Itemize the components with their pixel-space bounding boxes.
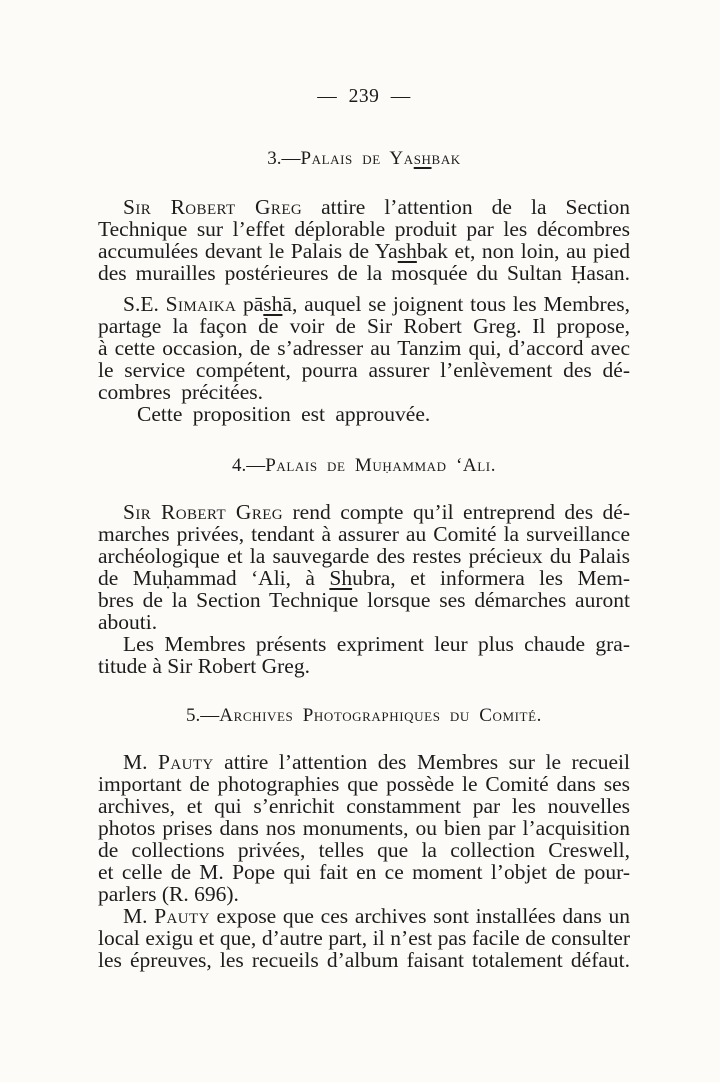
underlined-transliteration: sh: [413, 148, 432, 169]
text-run: bak et, non loin, au pied: [416, 239, 630, 263]
text-line: [98, 196, 630, 218]
text-line: [98, 218, 630, 240]
small-caps-name: Sir Robert Greg: [123, 195, 303, 219]
text-line: [98, 633, 630, 655]
text-run: pā: [236, 292, 264, 316]
text-run: Cette proposition est approuvée.: [137, 402, 431, 426]
page-number: — 239 —: [317, 86, 411, 107]
text-run: partage la façon de voir de Sir Robert Greg. Il propose,: [98, 314, 630, 338]
text-run: de collections privées, telles que la collection Creswell,: [98, 838, 630, 862]
text-run: bres de la Section Technique lorsque ses démarches auront: [98, 588, 630, 612]
text-line: [98, 883, 630, 905]
text-line: [98, 381, 630, 403]
text-line: [98, 905, 630, 927]
text-line: [98, 567, 630, 589]
section-3-heading: [98, 148, 630, 170]
text-run: combres précitées.: [98, 380, 263, 404]
small-caps-name: Pauty: [158, 750, 214, 774]
small-caps-name: Pauty: [154, 904, 210, 928]
small-caps-name: Archives Photographiques du Comité.: [219, 705, 542, 726]
text-line: [98, 315, 630, 337]
text-run: local exigu et que, d’autre part, il n’est pas facile de consulter: [98, 926, 630, 950]
text-run: titude à Sir Robert Greg.: [98, 654, 310, 678]
paragraph-sir-robert-greg-muhammad-ali: [98, 501, 630, 633]
text-line: [98, 949, 630, 971]
text-run: M.: [123, 904, 155, 928]
paragraph-pauty-recueil: [98, 751, 630, 905]
text-line: [98, 403, 630, 425]
text-run: 5.—: [186, 705, 220, 726]
small-caps-name: Palais de Muḥammad ‘Ali.: [265, 455, 497, 476]
section-5-heading: [98, 705, 630, 727]
small-caps-name: bak: [431, 148, 461, 169]
small-caps-name: Palais de Ya: [300, 148, 414, 169]
text-line: [98, 817, 630, 839]
text-run: Technique sur l’effet déplorable produit par les décombres: [98, 217, 630, 241]
underlined-transliteration: sh: [263, 292, 283, 316]
text-line: [98, 359, 630, 381]
text-run: rend compte qu’il entreprend des dé-: [283, 500, 631, 524]
section-4-heading: [98, 455, 630, 477]
text-run: archéologique et la sauvegarde des restes précieux du Palais: [98, 544, 630, 568]
text-line: [98, 240, 630, 262]
text-line: [98, 795, 630, 817]
text-line: [98, 545, 630, 567]
text-line: [98, 501, 630, 523]
small-caps-name: Simaika: [165, 292, 237, 316]
text-line: [98, 773, 630, 795]
text-line: [98, 927, 630, 949]
paragraph-simaika-pasha: [98, 293, 630, 403]
text-run: à cette occasion, de s’adresser au Tanzim qui, d’accord avec: [98, 336, 630, 360]
underlined-transliteration: sh: [397, 239, 417, 263]
text-run: M.: [123, 750, 159, 774]
text-run: parlers (R. 696).: [98, 882, 239, 906]
text-line: [98, 337, 630, 359]
text-run: attire l’attention des Membres sur le recueil: [213, 750, 631, 774]
text-run: ubra, et informera les Mem-: [352, 566, 630, 590]
text-line: [98, 839, 630, 861]
text-run: photos prises dans nos monuments, ou bien par l’acquisition: [98, 816, 630, 840]
text-line: [98, 293, 630, 315]
text-run: et celle de M. Pope qui fait en ce moment l’objet de pour-: [98, 860, 630, 884]
text-run: le service compétent, pourra assurer l’enlèvement des dé-: [98, 358, 630, 382]
text-line: [98, 262, 630, 284]
text-run: accumulées devant le Palais de Ya: [98, 239, 398, 263]
text-run: les épreuves, les recueils d’album faisant totalement défaut.: [98, 948, 630, 972]
text-run: Les Membres présents expriment leur plus chaude gra-: [123, 632, 630, 656]
paragraph-sir-robert-greg-yashbak: [98, 196, 630, 284]
text-run: marches privées, tendant à assurer au Comité la surveillance: [98, 522, 630, 546]
text-run: expose que ces archives sont installées dans un: [209, 904, 630, 928]
text-line: [98, 751, 630, 773]
underlined-transliteration: Sh: [329, 566, 353, 590]
text-line: [98, 589, 630, 611]
text-line: [98, 611, 630, 633]
paragraph-gratitude: [98, 633, 630, 677]
paragraph-proposition-approuvee: [98, 403, 630, 425]
small-caps-name: Sir Robert Greg: [123, 500, 284, 524]
text-run: de Muḥammad ‘Ali, à: [98, 566, 330, 590]
text-line: [98, 861, 630, 883]
text-run: ā, auquel se joignent tous les Membres,: [282, 292, 630, 316]
text-run: archives, et qui s’enrichit constamment par les nouvelles: [98, 794, 630, 818]
text-run: abouti.: [98, 610, 158, 634]
text-run: S.E.: [123, 292, 166, 316]
paragraph-pauty-local-exigu: [98, 905, 630, 971]
text-run: des murailles postérieures de la mosquée du Sultan Ḥasan.: [98, 261, 630, 285]
page-body: [98, 148, 630, 971]
text-run: 4.—: [231, 455, 266, 476]
text-run: important de photographies que possède le Comité dans ses: [98, 772, 630, 796]
text-line: [98, 523, 630, 545]
text-run: attire l’attention de la Section: [302, 195, 631, 219]
text-run: 3.—: [267, 148, 301, 169]
text-line: [98, 655, 630, 677]
